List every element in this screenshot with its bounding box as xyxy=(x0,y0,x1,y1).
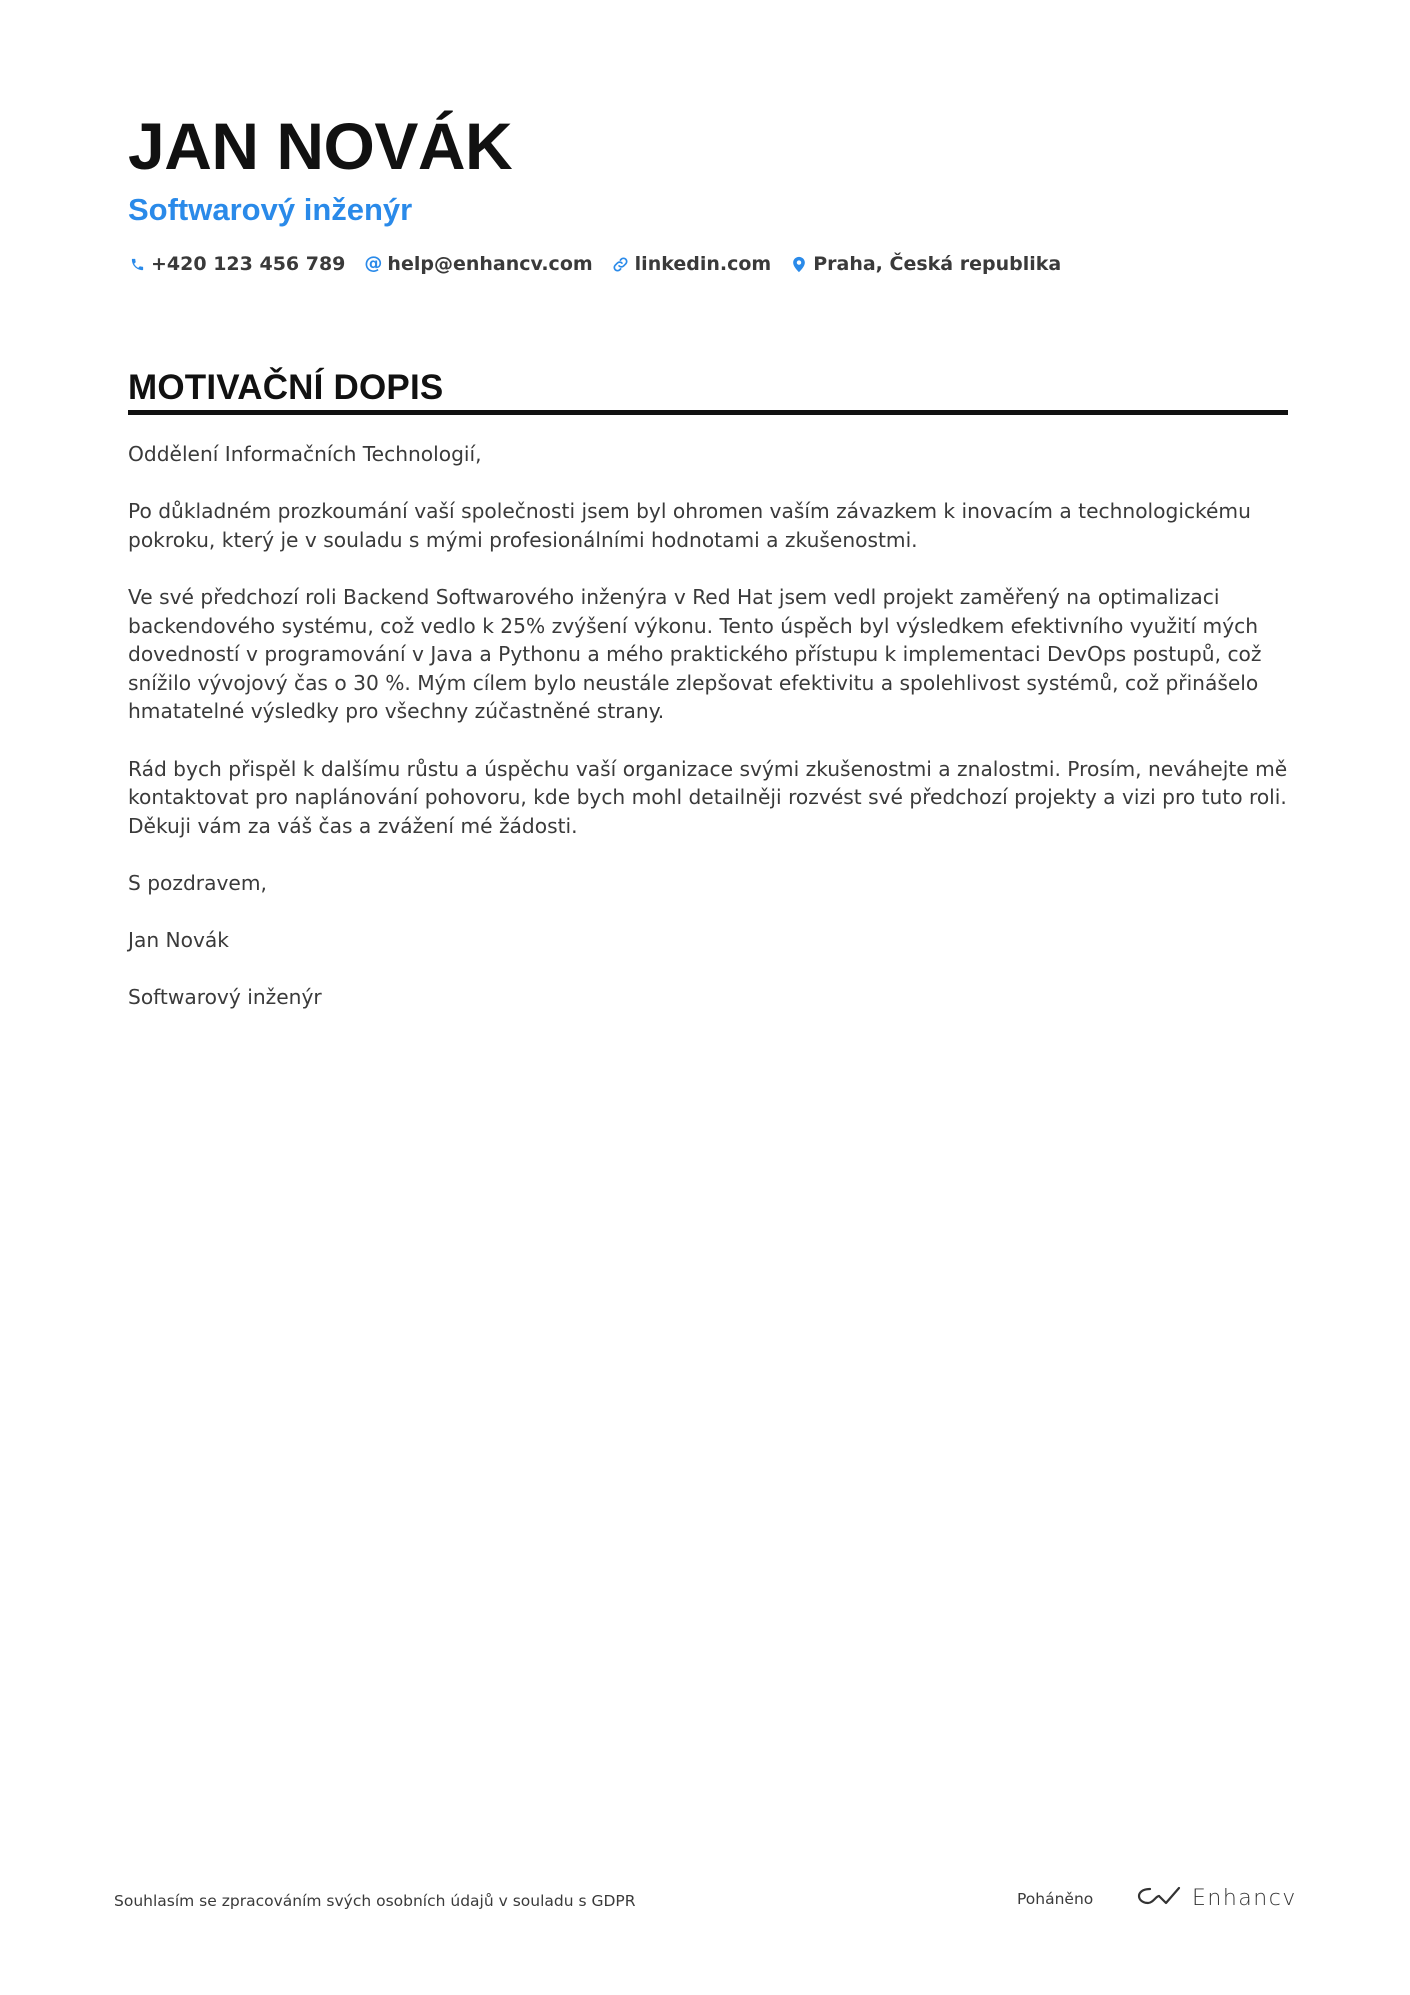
contact-email-text[interactable]: help@enhancv.com xyxy=(387,253,593,275)
link-icon xyxy=(612,255,630,273)
gdpr-consent: Souhlasím se zpracováním svých osobních údajů v souladu s GDPR xyxy=(114,1892,636,1910)
contact-location-text: Praha, Česká republika xyxy=(813,253,1062,275)
contact-location xyxy=(790,253,1061,275)
contact-phone xyxy=(128,253,345,275)
applicant-name: JAN NOVÁK xyxy=(128,109,513,183)
letter-paragraph: Po důkladném prozkoumání vaší společnosti jsem byl ohromen vaším závazkem k inovacím a technologickému pokroku, který je v souladu s mými profesionálními hodnotami a zkušenostmi. xyxy=(128,499,1251,552)
contact-email[interactable] xyxy=(364,253,592,275)
contact-phone-text: +420 123 456 789 xyxy=(151,253,346,275)
contact-linkedin-text[interactable]: linkedin.com xyxy=(634,253,772,275)
letter-salutation: Oddělení Informačních Technologií, xyxy=(128,442,482,466)
powered-by-label: Poháněno xyxy=(1017,1890,1094,1908)
letter-paragraph: Rád bych přispěl k dalšímu růstu a úspěchu vaší organizace svými zkušenostmi a znalostmi. Prosím, neváhejte mě kontaktovat pro naplánování pohovoru, kde bych mohl detailněji rozvést své předchozí projekty a vizi pro tuto roli. Děkuji vám za váš čas a zvážení mé žádosti. xyxy=(128,756,1288,838)
enhancv-logo-icon xyxy=(1136,1884,1182,1912)
enhancv-logo[interactable] xyxy=(1136,1884,1297,1912)
enhancv-logo-text: Enhancv xyxy=(1192,1885,1297,1911)
letter-closing: S pozdravem, xyxy=(128,870,267,895)
location-icon xyxy=(790,255,808,273)
phone-icon xyxy=(128,255,146,273)
letter-paragraph: Ve své předchozí roli Backend Softwarového inženýra v Red Hat jsem vedl projekt zaměřený na optimalizaci backendového systému, což vedlo k 25% zvýšení výkonu. Tento úspěch byl výsledkem efektivního využití mých dovedností v programování v Java a Pythonu a mého praktického přístupu k implementaci DevOps postupů, což snížilo vývojový čas o 30 %. Mým cílem bylo neustále zlepšovat efektivitu a spolehlivost systémů, což přinášelo hmatatelné výsledky pro všechny zúčastněné strany. xyxy=(128,584,1262,724)
contact-linkedin[interactable] xyxy=(612,253,772,275)
applicant-role: Softwarový inženýr xyxy=(128,192,413,227)
letter-signature-name: Jan Novák xyxy=(128,928,229,953)
letter-body xyxy=(128,440,1293,1040)
section-title: MOTIVAČNÍ DOPIS xyxy=(128,368,444,407)
contact-bar xyxy=(128,253,1080,275)
letter-signature-role: Softwarový inženýr xyxy=(128,985,322,1010)
at-icon: @ xyxy=(364,253,383,274)
section-divider xyxy=(128,410,1288,415)
